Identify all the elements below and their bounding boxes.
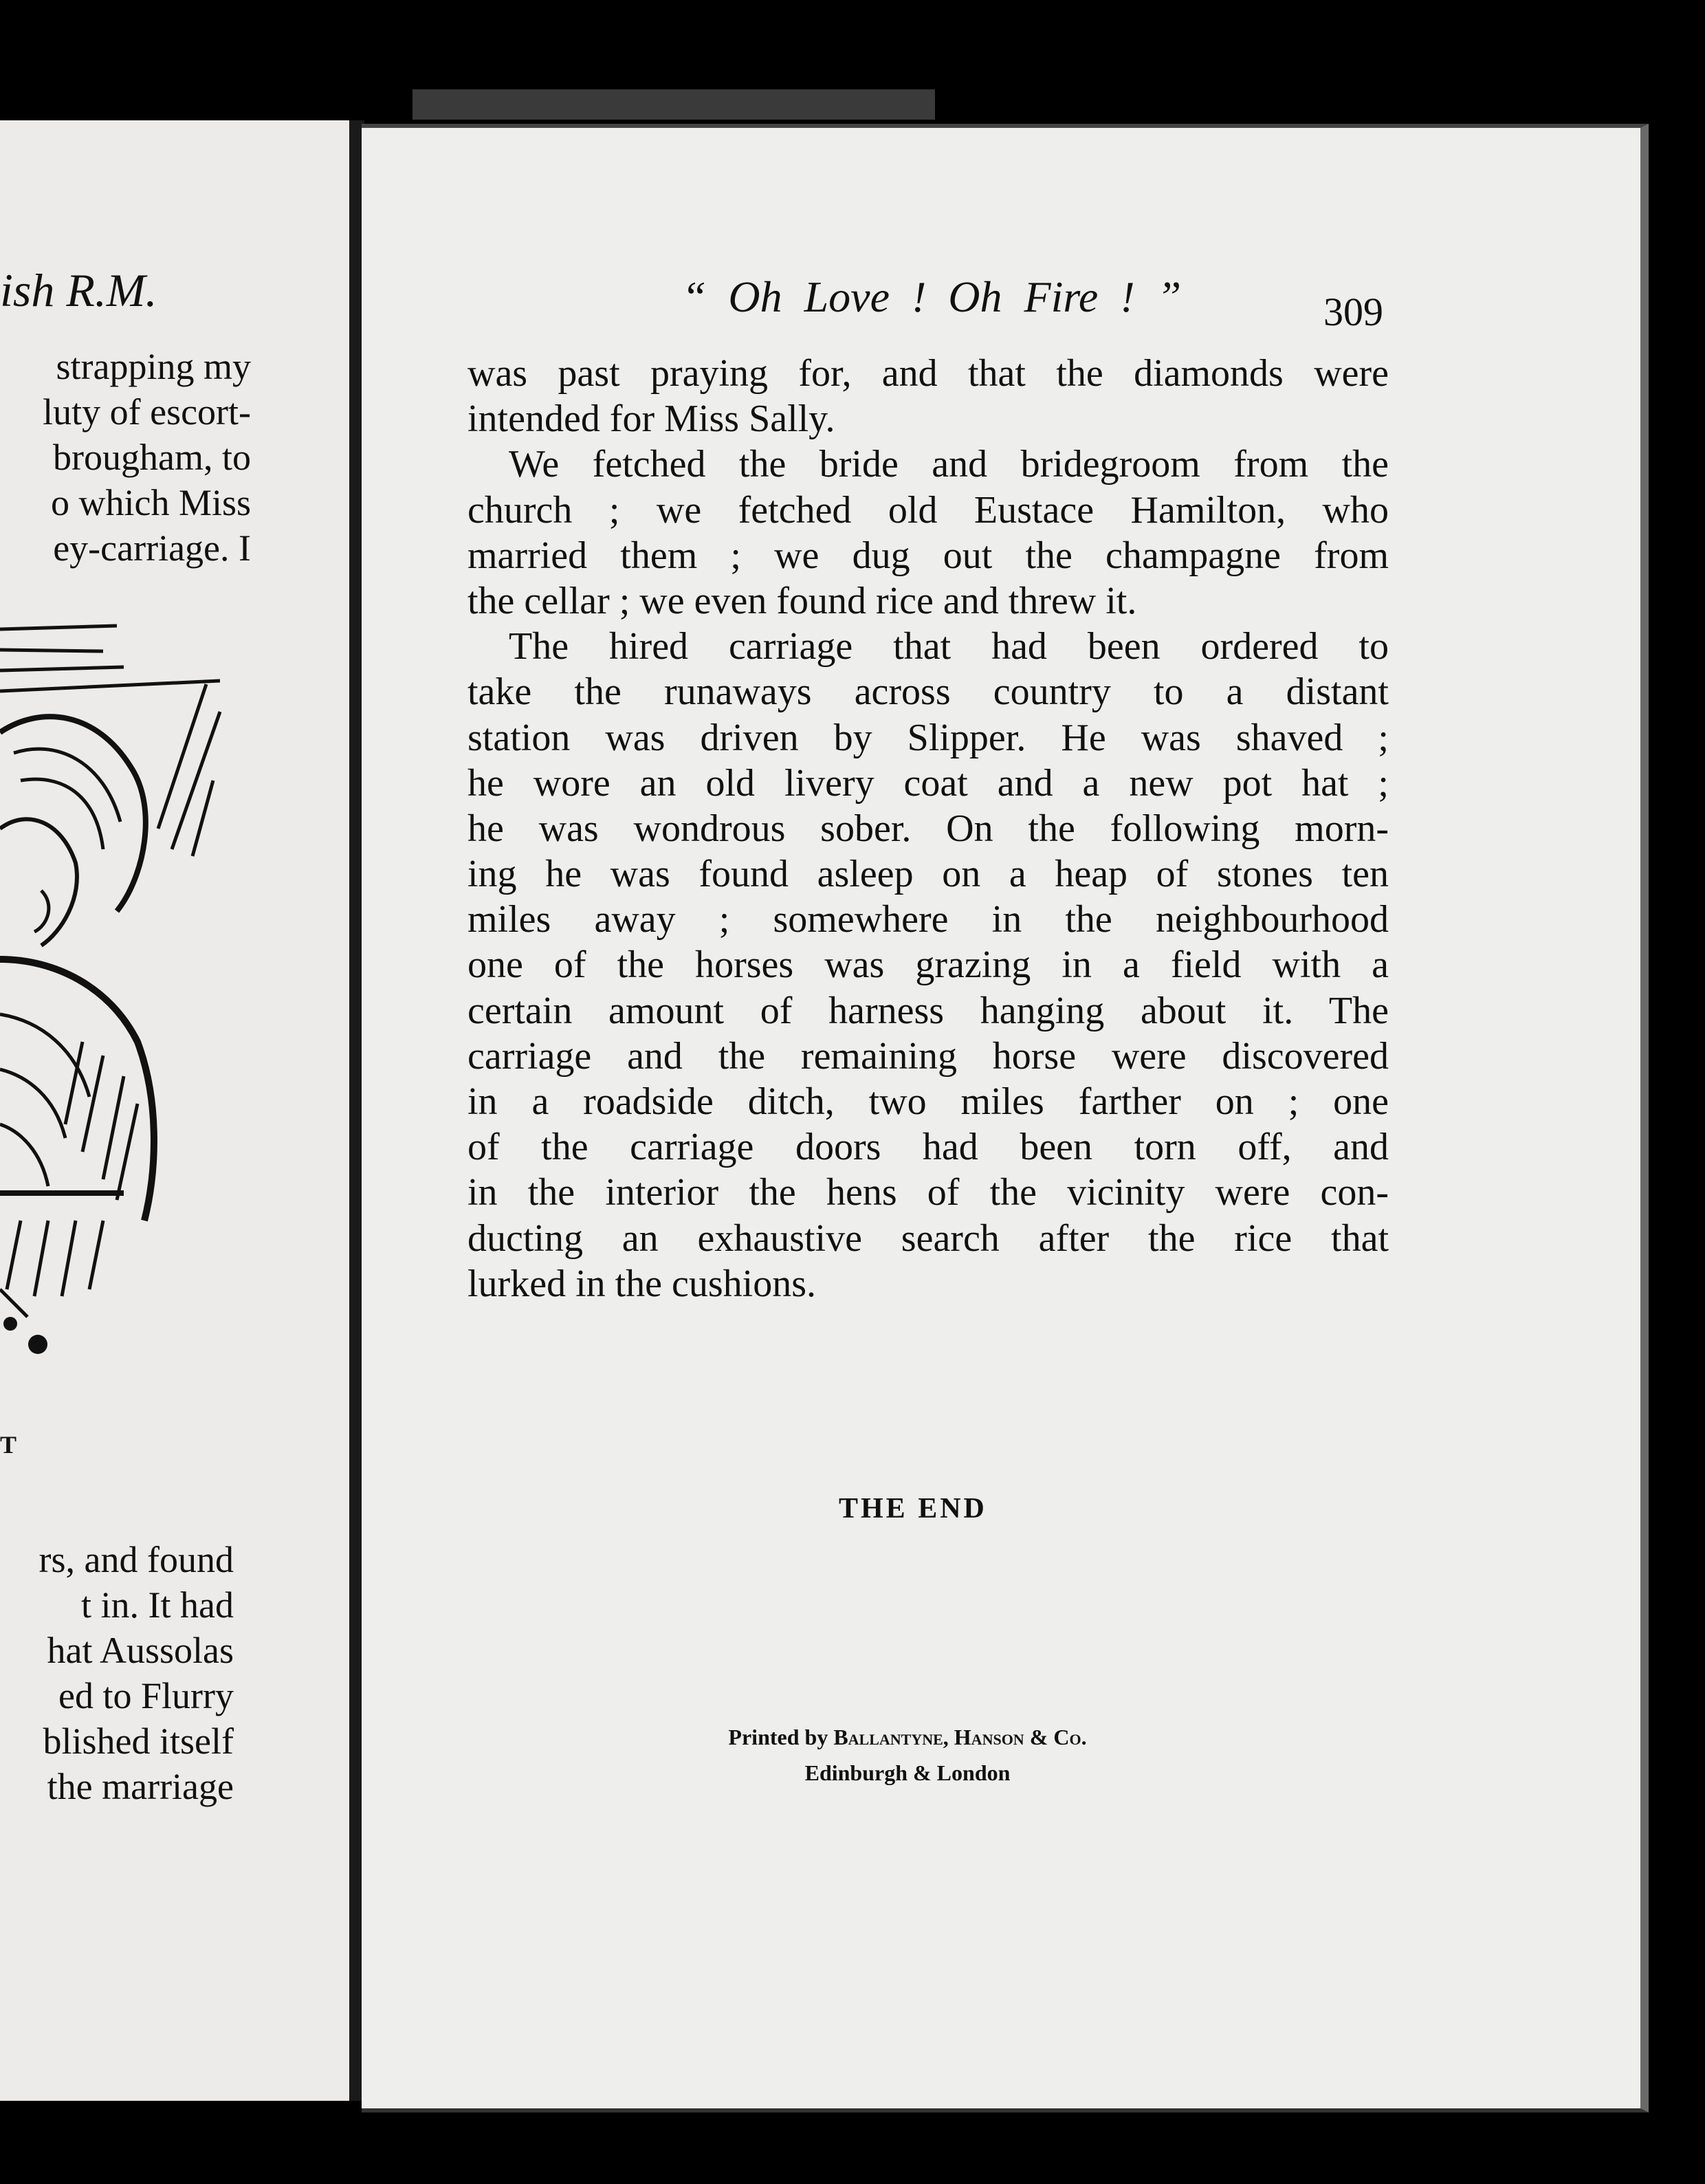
text-line: of the carriage doors had been torn off, and	[468, 1126, 1389, 1169]
left-text-line: ey-carriage. I	[53, 527, 251, 569]
text-line: in a roadside ditch, two miles farther on ; one	[468, 1080, 1389, 1123]
imprint-printer: Ballantyne, Hanson & Co.	[833, 1725, 1087, 1749]
text-line: take the runaways across country to a distant	[468, 670, 1389, 714]
text-line: certain amount of harness hanging about it. The	[468, 989, 1389, 1032]
left-text-top	[0, 344, 251, 571]
left-running-head: ish R.M.	[0, 264, 157, 316]
text-line: station was driven by Slipper. He was shaved ;	[468, 716, 1389, 759]
text-line: church ; we fetched old Eustace Hamilton, who	[468, 488, 1389, 532]
text-line: one of the horses was grazing in a field with a	[468, 943, 1389, 987]
text-line: ing he was found asleep on a heap of stones ten	[468, 853, 1389, 896]
left-caption-fragment: T	[0, 1431, 17, 1459]
page-number: 309	[1323, 290, 1383, 334]
text-line: married them ; we dug out the champagne from	[468, 534, 1389, 577]
left-text-line: blished itself	[43, 1721, 234, 1762]
left-text-line: luty of escort-	[43, 391, 251, 433]
left-page-fragment	[0, 120, 359, 2101]
text-line: miles away ; somewhere in the neighbourhood	[468, 898, 1389, 941]
the-end-heading: THE END	[839, 1493, 987, 1525]
text-line: in the interior the hens of the vicinity were con-	[468, 1171, 1389, 1214]
running-head: “ Oh Love ! Oh Fire ! ”	[681, 272, 1182, 321]
imprint-line-1	[619, 1719, 1196, 1755]
text-line: lurked in the cushions.	[468, 1262, 817, 1305]
text-line: The hired carriage that had been ordered to	[509, 625, 1389, 668]
text-line: he wore an old livery coat and a new pot hat ;	[468, 761, 1389, 805]
page-edge-strip	[412, 89, 935, 120]
left-text-line: the marriage	[47, 1766, 234, 1807]
imprint-prefix: Printed by	[728, 1725, 834, 1749]
text-line: ducting an exhaustive search after the rice that	[468, 1216, 1389, 1260]
text-line: the cellar ; we even found rice and threw it.	[468, 579, 1137, 622]
left-text-line: rs, and found	[38, 1539, 234, 1580]
body-text	[468, 351, 1389, 1307]
left-text-bottom	[0, 1537, 234, 1809]
text-line: was past praying for, and that the diamonds were	[468, 352, 1389, 395]
left-text-line: brougham, to	[53, 437, 251, 478]
left-text-line: o which Miss	[50, 482, 251, 523]
text-line: carriage and the remaining horse were discovered	[468, 1034, 1389, 1078]
text-line: We fetched the bride and bridegroom from the	[509, 443, 1389, 486]
left-text-line: t in. It had	[81, 1584, 234, 1626]
left-text-line: hat Aussolas	[47, 1630, 234, 1671]
left-text-line: strapping my	[56, 346, 251, 387]
imprint-line-2: Edinburgh & London	[804, 1760, 1011, 1785]
printer-imprint	[619, 1719, 1196, 1791]
text-line: he was wondrous sober. On the following morn-	[468, 807, 1389, 850]
left-text-line: ed to Flurry	[58, 1675, 234, 1716]
woman-illustration	[0, 602, 234, 1393]
text-line: intended for Miss Sally.	[468, 397, 835, 441]
